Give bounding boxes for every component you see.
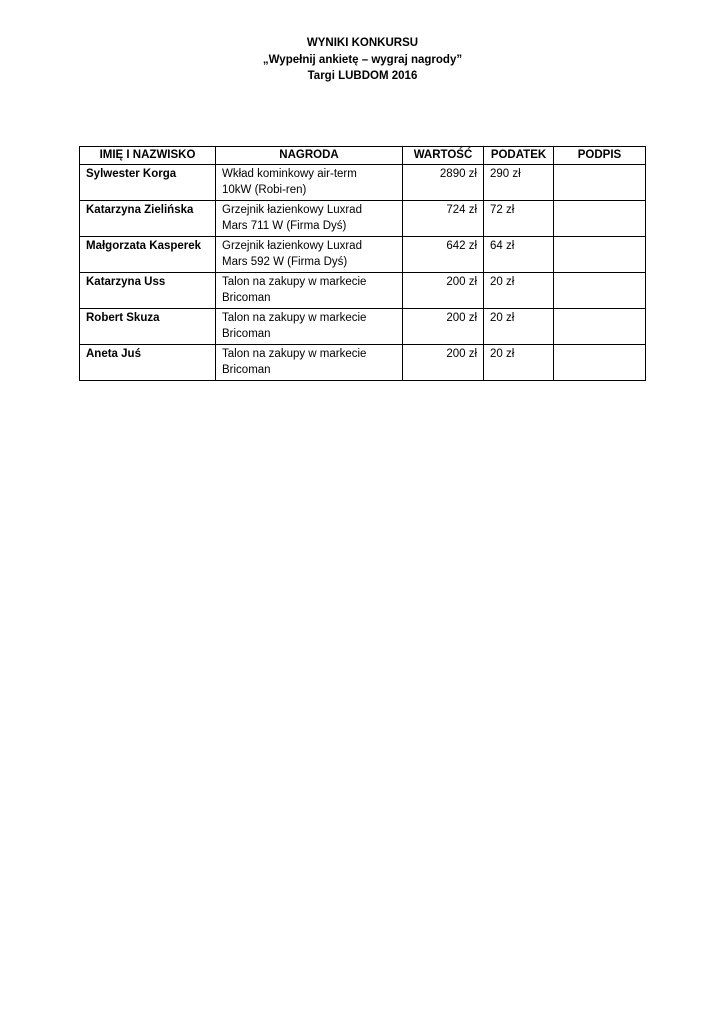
title-line-2: „Wypełnij ankietę – wygraj nagrody” xyxy=(262,53,463,66)
prize-value: 200 zł xyxy=(403,272,484,308)
tax-value: 20 zł xyxy=(484,344,554,380)
prize-line: Talon na zakupy w markecie xyxy=(222,275,367,288)
prize-line: Talon na zakupy w markecie xyxy=(222,347,367,360)
prize-value: 724 zł xyxy=(403,200,484,236)
prize-line: Wkład kominkowy air-term xyxy=(222,167,357,180)
winner-name: Małgorzata Kasperek xyxy=(80,236,216,272)
table-row xyxy=(80,236,646,272)
prize-line: Grzejnik łazienkowy Luxrad xyxy=(222,203,362,216)
table-row xyxy=(80,272,646,308)
signature-cell xyxy=(554,308,646,344)
prize-value: 642 zł xyxy=(403,236,484,272)
column-header-value: WARTOŚĆ xyxy=(403,147,484,165)
prize-cell xyxy=(216,200,403,236)
signature-cell xyxy=(554,272,646,308)
prize-line: Grzejnik łazienkowy Luxrad xyxy=(222,239,362,252)
prize-cell xyxy=(216,236,403,272)
signature-cell xyxy=(554,344,646,380)
prize-cell xyxy=(216,344,403,380)
results-table xyxy=(79,146,646,381)
prize-line: Bricoman xyxy=(222,328,271,340)
title-line-1: WYNIKI KONKURSU xyxy=(306,37,419,49)
signature-cell xyxy=(554,236,646,272)
prize-line: Bricoman xyxy=(222,364,271,376)
winner-name: Robert Skuza xyxy=(80,308,216,344)
column-header-name: IMIĘ I NAZWISKO xyxy=(80,147,216,165)
tax-value: 290 zł xyxy=(484,164,554,200)
prize-value: 200 zł xyxy=(403,308,484,344)
tax-value: 20 zł xyxy=(484,308,554,344)
column-header-prize: NAGRODA xyxy=(216,147,403,165)
prize-line: Bricoman xyxy=(222,292,271,304)
tax-value: 72 zł xyxy=(484,200,554,236)
prize-cell xyxy=(216,164,403,200)
prize-line: 10kW (Robi-ren) xyxy=(222,184,307,196)
table-row xyxy=(80,308,646,344)
table-row xyxy=(80,164,646,200)
table-row xyxy=(80,344,646,380)
winner-name: Katarzyna Zielińska xyxy=(80,200,216,236)
winner-name: Aneta Juś xyxy=(80,344,216,380)
prize-line: Talon na zakupy w markecie xyxy=(222,311,367,324)
column-header-tax: PODATEK xyxy=(484,147,554,165)
prize-value: 2890 zł xyxy=(403,164,484,200)
prize-value: 200 zł xyxy=(403,344,484,380)
table-header-row xyxy=(80,147,646,165)
table-row xyxy=(80,200,646,236)
prize-line: Mars 592 W (Firma Dyś) xyxy=(222,256,348,268)
document-title xyxy=(0,35,725,85)
winner-name: Katarzyna Uss xyxy=(80,272,216,308)
prize-cell xyxy=(216,272,403,308)
prize-cell xyxy=(216,308,403,344)
signature-cell xyxy=(554,200,646,236)
tax-value: 64 zł xyxy=(484,236,554,272)
tax-value: 20 zł xyxy=(484,272,554,308)
winner-name: Sylwester Korga xyxy=(80,164,216,200)
title-line-3: Targi LUBDOM 2016 xyxy=(307,70,418,82)
column-header-signature: PODPIS xyxy=(554,147,646,165)
signature-cell xyxy=(554,164,646,200)
prize-line: Mars 711 W (Firma Dyś) xyxy=(222,220,347,232)
